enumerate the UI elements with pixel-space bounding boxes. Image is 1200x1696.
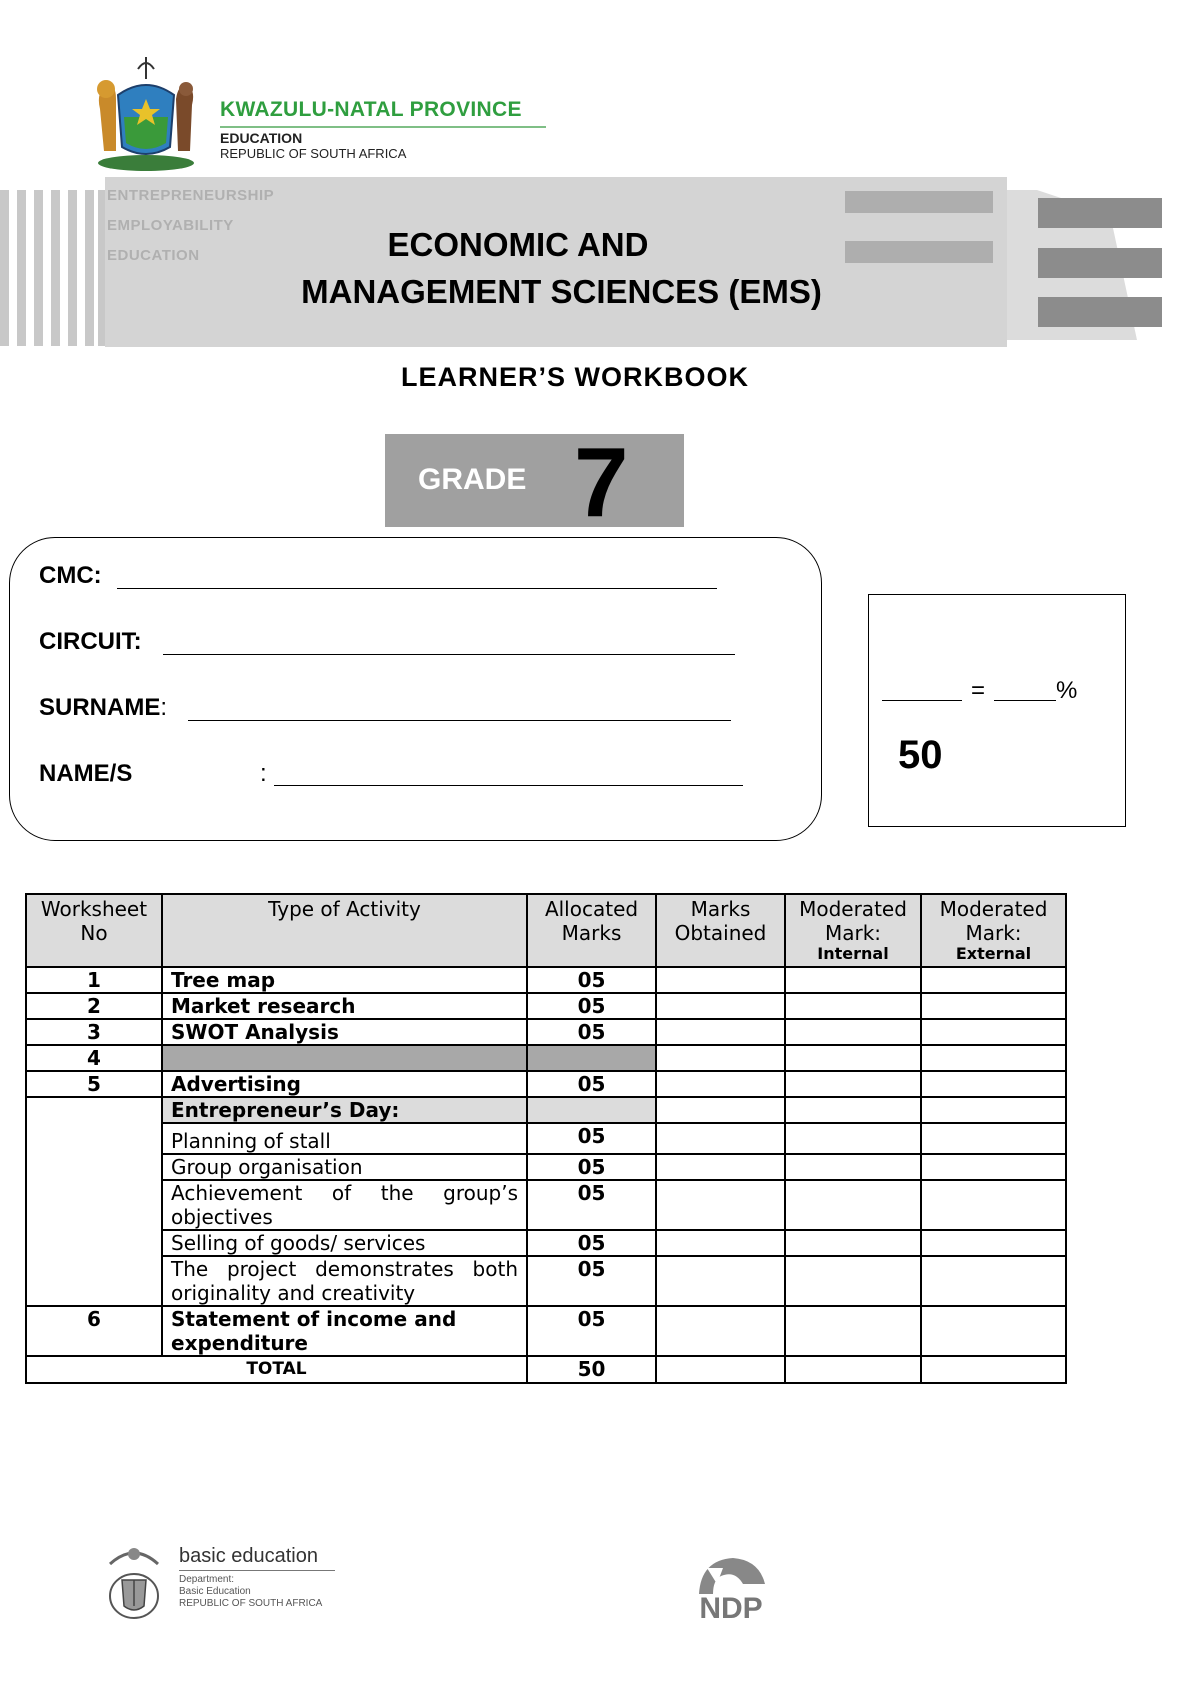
names-colon: : (260, 760, 267, 787)
marks-obtained-cell[interactable] (656, 1230, 785, 1256)
moderated-internal-cell[interactable] (785, 1097, 921, 1123)
circuit-label: CIRCUIT: (39, 628, 142, 655)
header-obtained: Marks Obtained (656, 894, 785, 967)
subject-title-line-2: MANAGEMENT SCIENCES (EMS) (301, 273, 822, 310)
total-moderated-external-cell[interactable] (921, 1356, 1066, 1383)
header-external-sub: External (955, 944, 1032, 963)
cmc-field[interactable] (117, 588, 717, 589)
activity-name: Planning of stall (162, 1123, 527, 1154)
entrepreneur-day-no-cell (26, 1097, 162, 1306)
banner-tab-3 (1038, 297, 1162, 327)
activity-name: Statement of income and expenditure (162, 1306, 527, 1356)
table-row (26, 1180, 1066, 1230)
marks-obtained-cell[interactable] (656, 1180, 785, 1230)
moderated-external-cell[interactable] (921, 1306, 1066, 1356)
activity-name: The project demonstrates both originality and creativity (162, 1256, 527, 1306)
allocated-marks: 05 (527, 1123, 656, 1154)
moderated-internal-cell[interactable] (785, 1230, 921, 1256)
surname-colon: : (160, 694, 168, 721)
moderated-external-cell[interactable] (921, 1097, 1066, 1123)
allocated-marks: 05 (527, 1071, 656, 1097)
province-name: KWAZULU-NATAL PROVINCE (220, 98, 522, 121)
workbook-title: LEARNER’S WORKBOOK (401, 362, 749, 392)
country-name: REPUBLIC OF SOUTH AFRICA (220, 146, 407, 161)
banner-word-1: ENTREPRENEURSHIP (107, 187, 275, 204)
kzn-coat-of-arms-logo (86, 55, 206, 175)
moderated-external-cell[interactable] (921, 1123, 1066, 1154)
allocated-marks: 05 (527, 967, 656, 993)
total-moderated-internal-cell[interactable] (785, 1356, 921, 1383)
table-row (26, 993, 1066, 1019)
grade-label: GRADE (418, 463, 527, 496)
allocated-marks-shaded (527, 1045, 656, 1071)
sa-coat-of-arms-logo (100, 1540, 168, 1620)
surname-label-text: SURNAME (39, 694, 161, 721)
activity-name: Group organisation (162, 1154, 527, 1180)
marks-obtained-cell[interactable] (656, 1256, 785, 1306)
table-row (26, 1123, 1066, 1154)
score-percent-sign: % (1056, 677, 1078, 704)
moderated-external-cell[interactable] (921, 1154, 1066, 1180)
total-allocated-marks: 50 (527, 1356, 656, 1383)
header-worksheet-no: Worksheet No (26, 894, 162, 967)
activity-name: Advertising (162, 1071, 527, 1097)
header-activity: Type of Activity (162, 894, 527, 967)
moderated-internal-cell[interactable] (785, 1180, 921, 1230)
worksheet-no: 5 (26, 1071, 162, 1097)
allocated-marks: 05 (527, 993, 656, 1019)
marks-table (25, 893, 1067, 1384)
moderated-internal-cell[interactable] (785, 967, 921, 993)
table-row (26, 1154, 1066, 1180)
learner-info-box (9, 537, 822, 841)
score-obtained-field[interactable] (882, 700, 962, 701)
header-allocated: Allocated Marks (527, 894, 656, 967)
table-row (26, 1306, 1066, 1356)
dbe-name: basic education (179, 1545, 318, 1567)
allocated-marks: 05 (527, 1306, 656, 1356)
moderated-internal-cell[interactable] (785, 993, 921, 1019)
moderated-external-cell[interactable] (921, 1071, 1066, 1097)
allocated-marks: 05 (527, 1019, 656, 1045)
header-moderated-external (921, 894, 1066, 967)
allocated-marks: 05 (527, 1154, 656, 1180)
table-row (26, 1230, 1066, 1256)
activity-name: Tree map (162, 967, 527, 993)
table-row (26, 1045, 1066, 1071)
table-row (26, 1256, 1066, 1306)
header-moderated-internal (785, 894, 921, 967)
activity-name: Achievement of the group’s objectives (162, 1180, 527, 1230)
allocated-marks: 05 (527, 1180, 656, 1230)
header-moderated-internal-label: Moderated Mark: (799, 897, 907, 945)
ndp-logo (693, 1554, 769, 1624)
moderated-internal-cell[interactable] (785, 1019, 921, 1045)
moderated-external-cell[interactable] (921, 1019, 1066, 1045)
worksheet-no: 1 (26, 967, 162, 993)
marks-obtained-cell[interactable] (656, 993, 785, 1019)
surname-label (39, 694, 167, 722)
table-row (26, 1071, 1066, 1097)
moderated-external-cell[interactable] (921, 1045, 1066, 1071)
banner-word-3: EDUCATION (107, 247, 200, 264)
worksheet-no: 6 (26, 1306, 162, 1356)
names-label: NAME/S (39, 760, 133, 787)
dbe-divider (179, 1570, 335, 1571)
moderated-internal-cell[interactable] (785, 1071, 921, 1097)
entrepreneur-day-heading: Entrepreneur’s Day: (162, 1097, 527, 1123)
banner-tab-1 (1038, 198, 1162, 228)
marks-obtained-cell[interactable] (656, 967, 785, 993)
moderated-external-cell[interactable] (921, 993, 1066, 1019)
table-row (26, 1019, 1066, 1045)
banner-bar-1 (845, 191, 993, 213)
entrepreneur-day-marks-shaded (527, 1097, 656, 1123)
ndp-logo-text: NDP (699, 1592, 763, 1624)
dbe-line-1: Department: (179, 1574, 235, 1585)
dbe-line-2: Basic Education (179, 1586, 251, 1597)
moderated-external-cell[interactable] (921, 1230, 1066, 1256)
score-percent-field[interactable] (994, 700, 1056, 701)
grade-number: 7 (574, 427, 629, 537)
moderated-internal-cell[interactable] (785, 1123, 921, 1154)
marks-obtained-cell[interactable] (656, 1019, 785, 1045)
worksheet-no: 4 (26, 1045, 162, 1071)
marks-obtained-cell[interactable] (656, 1097, 785, 1123)
activity-name: Selling of goods/ services (162, 1230, 527, 1256)
worksheet-no: 2 (26, 993, 162, 1019)
activity-name: SWOT Analysis (162, 1019, 527, 1045)
activity-name-shaded (162, 1045, 527, 1071)
score-box (868, 594, 1126, 827)
allocated-marks: 05 (527, 1256, 656, 1306)
department-name: EDUCATION (220, 130, 303, 146)
banner-tab-2 (1038, 248, 1162, 278)
header-moderated-external-label: Moderated Mark: (939, 897, 1048, 945)
marks-obtained-cell[interactable] (656, 1045, 785, 1071)
banner-word-2: EMPLOYABILITY (107, 217, 234, 234)
allocated-marks: 05 (527, 1230, 656, 1256)
circuit-field[interactable] (163, 654, 735, 655)
banner-stripes (0, 190, 105, 346)
score-equals: = (971, 677, 986, 704)
surname-field[interactable] (188, 720, 731, 721)
moderated-external-cell[interactable] (921, 1180, 1066, 1230)
province-divider (220, 126, 546, 128)
cmc-label: CMC: (39, 562, 102, 589)
marks-obtained-cell[interactable] (656, 1123, 785, 1154)
table-header-row (26, 894, 1066, 967)
moderated-internal-cell[interactable] (785, 1154, 921, 1180)
moderated-internal-cell[interactable] (785, 1045, 921, 1071)
score-total: 50 (898, 733, 943, 777)
total-label: TOTAL (26, 1356, 527, 1383)
marks-obtained-cell[interactable] (656, 1306, 785, 1356)
names-field[interactable] (274, 785, 743, 786)
worksheet-no: 3 (26, 1019, 162, 1045)
moderated-internal-cell[interactable] (785, 1306, 921, 1356)
marks-obtained-cell[interactable] (656, 1154, 785, 1180)
moderated-external-cell[interactable] (921, 967, 1066, 993)
table-row-entrepreneur-day (26, 1097, 1066, 1123)
total-obtained-cell[interactable] (656, 1356, 785, 1383)
marks-obtained-cell[interactable] (656, 1071, 785, 1097)
subject-title-line-1: ECONOMIC AND (387, 226, 649, 263)
table-total-row (26, 1356, 1066, 1383)
dbe-line-3: REPUBLIC OF SOUTH AFRICA (179, 1598, 323, 1609)
activity-name: Market research (162, 993, 527, 1019)
header-internal-sub: Internal (817, 944, 889, 963)
table-row (26, 967, 1066, 993)
moderated-external-cell[interactable] (921, 1256, 1066, 1306)
moderated-internal-cell[interactable] (785, 1256, 921, 1306)
